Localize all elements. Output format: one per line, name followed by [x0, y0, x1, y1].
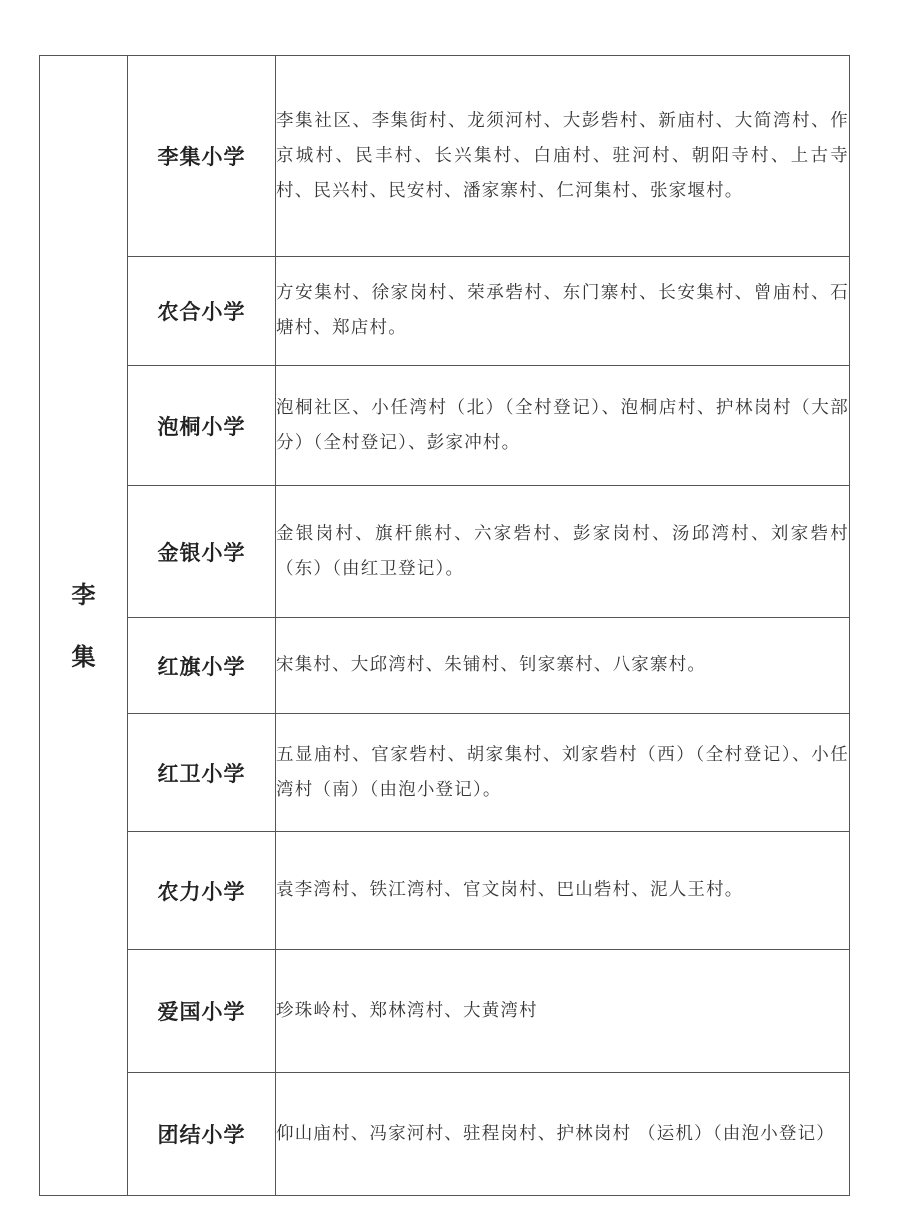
village-list: 金银岗村、旗杆熊村、六家砦村、彭家岗村、汤邱湾村、刘家砦村（东）（由红卫登记）。 [276, 486, 850, 618]
school-name: 红卫小学 [128, 714, 276, 832]
village-list: 泡桐社区、小任湾村（北）（全村登记）、泡桐店村、护林岗村（大部分）（全村登记）、彭家冲村。 [276, 366, 850, 486]
village-list: 宋集村、大邱湾村、朱铺村、钊家寨村、八家寨村。 [276, 618, 850, 714]
school-name: 团结小学 [128, 1073, 276, 1196]
table-row [40, 832, 850, 950]
school-name: 李集小学 [128, 56, 276, 257]
village-list: 袁李湾村、铁江湾村、官文岗村、巴山砦村、泥人王村。 [276, 832, 850, 950]
table-row [40, 486, 850, 618]
village-list: 珍珠岭村、郑林湾村、大黄湾村 [276, 950, 850, 1073]
village-list: 方安集村、徐家岗村、荣承砦村、东门寨村、长安集村、曾庙村、石塘村、郑店村。 [276, 257, 850, 366]
table-row [40, 366, 850, 486]
school-name: 农合小学 [128, 257, 276, 366]
table-row [40, 56, 850, 257]
village-list: 李集社区、李集街村、龙须河村、大彭砦村、新庙村、大简湾村、作京城村、民丰村、长兴集村、白庙村、驻河村、朝阳寺村、上古寺村、民兴村、民安村、潘家寨村、仁河集村、张家堰村。 [276, 56, 850, 257]
table-row [40, 714, 850, 832]
school-zone-table [39, 55, 850, 1196]
school-name: 农力小学 [128, 832, 276, 950]
table-row [40, 950, 850, 1073]
town-name-char: 李 [71, 580, 96, 609]
table-row [40, 618, 850, 714]
table-row [40, 1073, 850, 1196]
town-name-cell [40, 56, 128, 1196]
village-list: 五显庙村、官家砦村、胡家集村、刘家砦村（西）（全村登记）、小任湾村（南）（由泡小登记）。 [276, 714, 850, 832]
school-name: 泡桐小学 [128, 366, 276, 486]
town-name-char: 集 [71, 642, 96, 671]
school-name: 爱国小学 [128, 950, 276, 1073]
school-name: 金银小学 [128, 486, 276, 618]
school-name: 红旗小学 [128, 618, 276, 714]
village-list: 仰山庙村、冯家河村、驻程岗村、护林岗村 （运机）（由泡小登记） [276, 1073, 850, 1196]
table-row [40, 257, 850, 366]
